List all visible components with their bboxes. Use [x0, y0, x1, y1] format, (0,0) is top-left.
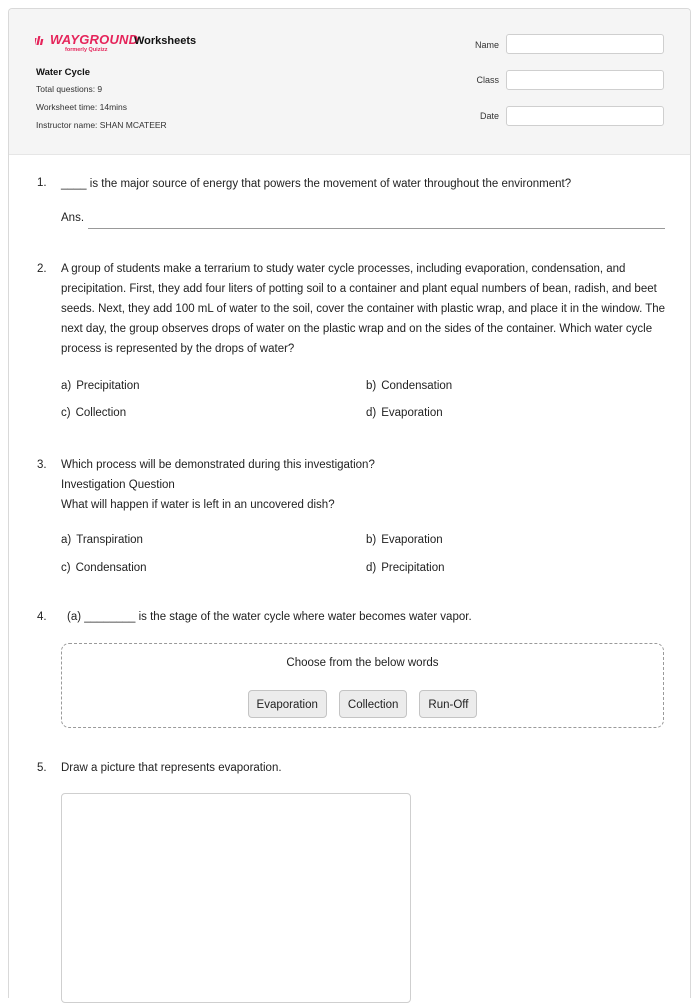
option-a[interactable]: a) Precipitation	[61, 380, 140, 392]
word-chip-collection[interactable]: Collection	[339, 690, 408, 718]
question-3-line: What will happen if water is left in an uncovered dish?	[61, 499, 335, 511]
product-label: Worksheets	[134, 35, 197, 47]
question-4-number: 4.	[37, 611, 47, 623]
word-chip-evaporation[interactable]: Evaporation	[248, 690, 327, 718]
option-d[interactable]: d) Precipitation	[366, 562, 445, 574]
question-3-text	[61, 455, 671, 515]
name-label: Name	[474, 40, 499, 50]
question-3-line: Which process will be demonstrated during this investigation?	[61, 459, 375, 471]
option-c[interactable]: c) Collection	[61, 407, 127, 419]
option-c[interactable]: c) Condensation	[61, 562, 147, 574]
logo-mark-icon	[35, 35, 47, 45]
word-bank-chips	[62, 690, 663, 718]
question-1-text: ____ is the major source of energy that powers the movement of water throughout the environment?	[61, 178, 572, 190]
worksheet-page	[8, 8, 691, 998]
date-field[interactable]	[506, 106, 664, 126]
worksheet-time: Worksheet time: 14mins	[36, 102, 128, 112]
instructor-name: Instructor name: SHAN MCATEER	[36, 120, 167, 130]
answer-line[interactable]	[88, 228, 665, 229]
total-questions: Total questions: 9	[36, 84, 103, 94]
option-b[interactable]: b) Condensation	[366, 380, 453, 392]
name-field[interactable]	[506, 34, 664, 54]
question-2-number: 2.	[37, 263, 47, 275]
class-label: Class	[476, 75, 499, 85]
word-bank	[61, 643, 664, 728]
question-3-line: Investigation Question	[61, 479, 175, 491]
answer-label: Ans.	[61, 212, 85, 224]
worksheet-header	[9, 9, 690, 155]
word-bank-title: Choose from the below words	[286, 657, 439, 669]
date-label: Date	[479, 111, 499, 121]
drawing-area[interactable]	[61, 793, 411, 1003]
question-2-text: A group of students make a terrarium to study water cycle processes, including evaporation, condensation, and precipitation. First, they add four liters of potting soil to a container and plant equal numbers of bean, radish, and beet seeds. Next, they add 100 mL of water to the soil, cover the container with plastic wrap, and place it in the window. The next day, the group observes drops of water on the plastic wrap and on the sides of the container. Which water cycle process is represented by the drops of water?	[61, 263, 666, 355]
option-b[interactable]: b) Evaporation	[366, 534, 443, 546]
option-a[interactable]: a) Transpiration	[61, 534, 143, 546]
question-5-number: 5.	[37, 762, 47, 774]
option-d[interactable]: d) Evaporation	[366, 407, 443, 419]
class-field[interactable]	[506, 70, 664, 90]
logo-wordmark: WAYGROUND	[50, 32, 139, 47]
word-chip-run-off[interactable]: Run-Off	[419, 690, 477, 718]
question-4-text: (a) ________ is the stage of the water cycle where water becomes water vapor.	[67, 611, 472, 623]
logo-subtitle: formerly Quizizz	[65, 47, 108, 53]
question-5-text: Draw a picture that represents evaporation.	[61, 762, 282, 774]
question-1-number: 1.	[37, 177, 47, 189]
worksheet-title: Water Cycle	[36, 67, 91, 78]
question-3-number: 3.	[37, 459, 47, 471]
